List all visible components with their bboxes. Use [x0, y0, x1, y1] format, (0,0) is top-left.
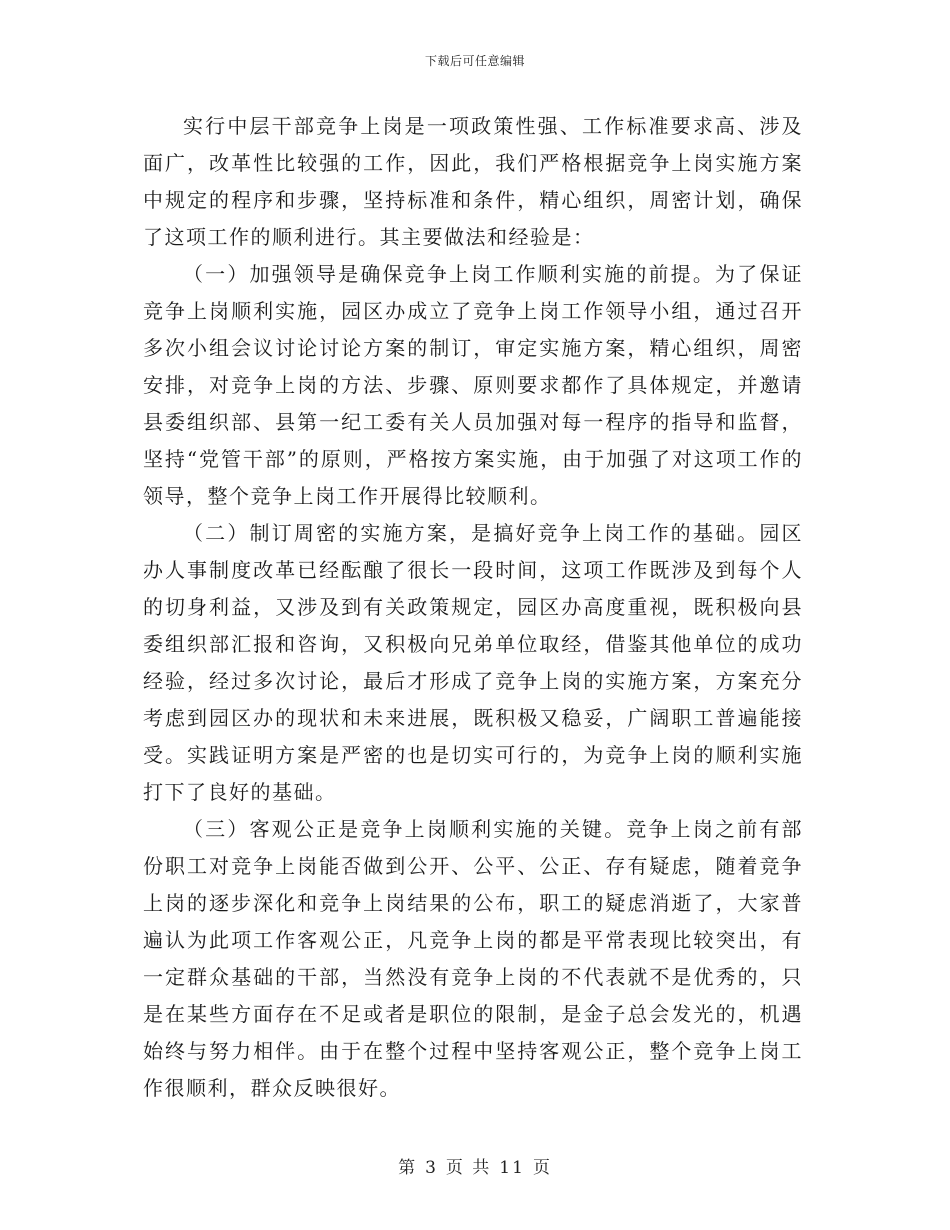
document-body [143, 108, 803, 1107]
page-header: 下载后可任意编辑 [424, 54, 525, 68]
footer-prefix: 第 [398, 1158, 418, 1178]
footer-suffix: 页 [532, 1158, 552, 1178]
paragraph-section-1: （一）加强领导是确保竞争上岗工作顺利实施的前提。为了保证竞争上岗顺利实施，园区办成立了竞争上岗工作领导小组，通过召开多次小组会议讨论讨论方案的制订，审定实施方案，精心组织，周密安排，对竞争上岗的方法、步骤、原则要求都作了具体规定，并邀请县委组织部、县第一纪工委有关人员加强对每一程序的指导和监督，坚持“党管干部”的原则，严格按方案实施，由于加强了对这项工作的领导，整个竞争上岗工作开展得比较顺利。 [143, 262, 803, 508]
footer-page-number: 3 [425, 1158, 438, 1178]
footer-total-pages: 11 [499, 1158, 525, 1178]
page-footer [0, 1153, 950, 1178]
footer-middle: 页 共 [445, 1158, 492, 1178]
paragraph-intro: 实行中层干部竞争上岗是一项政策性强、工作标准要求高、涉及面广，改革性比较强的工作，因此，我们严格根据竞争上岗实施方案中规定的程序和步骤，坚持标准和条件，精心组织，周密计划，确保了这项工作的顺利进行。其主要做法和经验是： [143, 114, 803, 249]
paragraph-section-3: （三）客观公正是竞争上岗顺利实施的关键。竞争上岗之前有部份职工对竞争上岗能否做到公开、公平、公正、存有疑虑，随着竞争上岗的逐步深化和竞争上岗结果的公布，职工的疑虑消逝了，大家普遍认为此项工作客观公正，凡竞争上岗的都是平常表现比较突出，有一定群众基础的干部，当然没有竞争上岗的不代表就不是优秀的，只是在某些方面存在不足或者是职位的限制，是金子总会发光的，机遇始终与努力相伴。由于在整个过程中坚持客观公正，整个竞争上岗工作很顺利，群众反映很好。 [143, 817, 803, 1100]
paragraph-section-2: （二）制订周密的实施方案，是搞好竞争上岗工作的基础。园区办人事制度改革已经酝酿了很长一段时间，这项工作既涉及到每个人的切身利益，又涉及到有关政策规定，园区办高度重视，既积极向县委组织部汇报和咨询，又积极向兄弟单位取经，借鉴其他单位的成功经验，经过多次讨论，最后才形成了竞争上岗的实施方案，方案充分考虑到园区办的现状和未来进展，既积极又稳妥，广阔职工普遍能接受。实践证明方案是严密的也是切实可行的，为竞争上岗的顺利实施打下了良好的基础。 [143, 521, 803, 804]
